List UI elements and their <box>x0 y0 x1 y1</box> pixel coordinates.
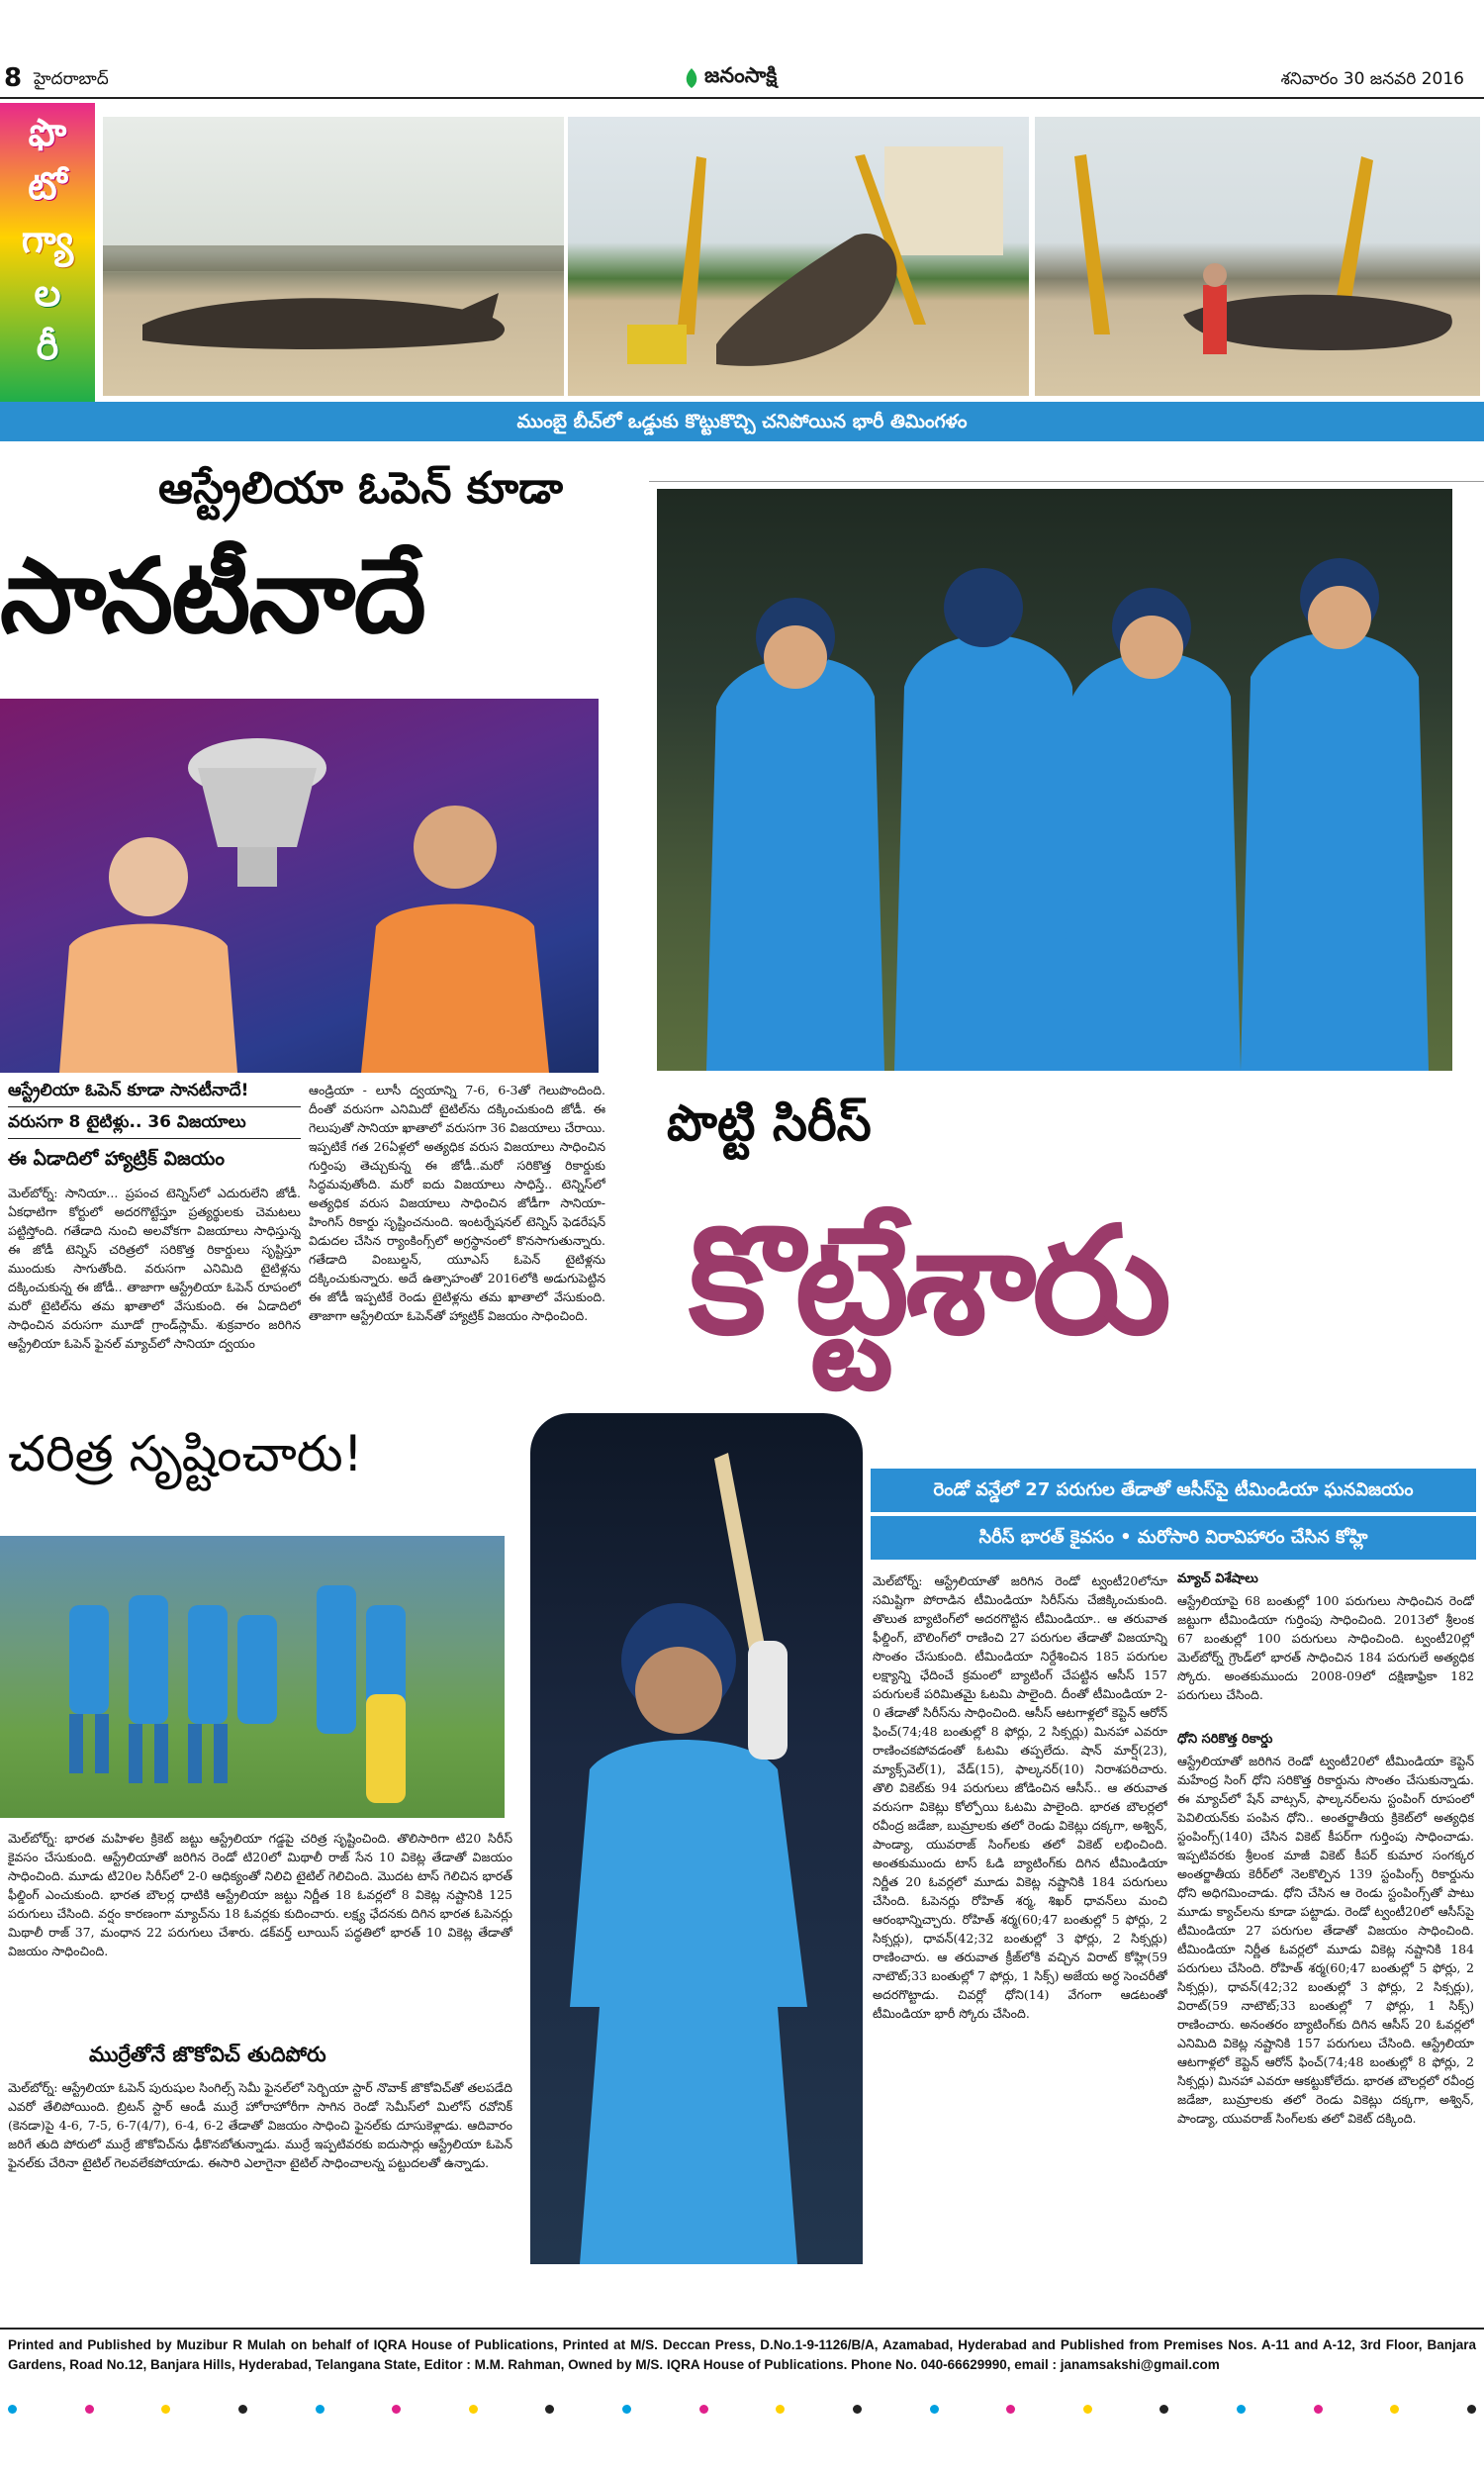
gallery-label-5: రీ <box>36 325 59 368</box>
gallery-label-4: ల <box>34 271 61 315</box>
registration-dot <box>545 2405 554 2414</box>
cricket-sub1-bar <box>871 1469 1476 1512</box>
whale-photo-1 <box>103 117 564 396</box>
city-name: హైదరాబాద్ <box>34 69 109 89</box>
gallery-label-1: ఫొ <box>28 111 67 154</box>
registration-dot <box>1159 2405 1168 2414</box>
registration-dot <box>853 2405 862 2414</box>
registration-dot <box>1390 2405 1399 2414</box>
logo-text: జనంసాక్షి <box>704 63 778 87</box>
registration-dot <box>469 2405 478 2414</box>
registration-dot <box>392 2405 401 2414</box>
women-sub-body: మెల్‌బోర్న్: ఆస్ట్రేలియా ఓపెన్ పురుషుల సింగిల్స్ సెమీ ఫైనల్‌లో సెర్బియా స్టార్ నొవాక్ జొకోవిచ్‌తో తలపడేది ఎవరో తేలిపోయింది. బ్రిటన్ స్టార్ ఆండీ ముర్రే హోరాహోరీగా సాగిన రెండో సెమీస్‌లో మిలోస్ రవోనిక్ (కెనడా)పై 4-6, 7-5, 6-7(4/7), 6-4, 6-2 తేడాతో విజయం సాధించి ఫైనల్‌కు దూసుకెళ్లాడు. ఆదివారం జరిగే తుది పోరులో ముర్రే జొకోవిచ్‌ను ఢీకొనబోతున్నాడు. ముర్రే ఇప్పటివరకు ఐదుసార్లు ఆస్ట్రేలియా ఓపెన్ ఫైనల్‌కు చేరినా టైటిల్ గెలవలేకపోయాడు. ఈసారి ఎలాగైనా టైటిల్ సాధించాలన్న పట్టుదలతో ఉన్నాడు. <box>8 2080 512 2170</box>
cricket-sub2-bar <box>871 1516 1476 1560</box>
cricket-body-col1: మెల్‌బోర్న్: ఆస్ట్రేలియాతో జరిగిన రెండో ట్వంటీ20లోనూ సమిష్టిగా పోరాడిన టీమిండియా సిరీస్‌ను చేజిక్కించుకుంది. తొలుత బ్యాటింగ్‌లో అదరగొట్టిన టీమిండియా.. ఆ తరువాత ఫీల్డింగ్, బౌలింగ్‌లో రాణించి 27 పరుగుల తేడాతో విజయాన్ని సొంతం చేసుకుంది. టీమిండియా నిర్దేశించిన 185 పరుగుల లక్ష్యాన్ని ఛేదించే క్రమంలో బ్యాటింగ్ చేపట్టిన ఆసీస్ 157 పరుగులకే పరిమితమై ఓటమి పాలైంది. దీంతో టీమిండియా 2-0 తేడాతో సిరీస్‌ను సాధించింది. ఆసీస్ ఆటగాళ్లలో కెప్టెన్ ఆరోన్ ఫించ్(74;48 బంతుల్లో 8 ఫోర్లు, 2 సిక్సర్లు) మినహా ఎవరూ రాణించకపోవడంతో ఓటమి తప్పలేదు. షాన్ మార్ష్(23), మ్యాక్స్‌వెల్(1), వేడ్(15), ఫాల్కనర్(10) నిరాశపరిచారు. తొలి వికెట్‌కు 94 పరుగులు జోడించిన ఆసీస్.. ఆ తరువాత వరుసగా వికెట్లు కోల్పోయి ఓటమి పాలైంది. భారత బౌలర్లలో రవీంద్ర జడేజా, బుమ్రాలకు తలో రెండు వికెట్లు దక్కగా, అశ్విన్, పాండ్యా, యువరాజ్ సింగ్‌లకు తలో వికెట్ లభించింది. అంతకుముందు టాస్ ఓడి బ్యాటింగ్‌కు దిగిన టీమిండియా నిర్ణీత 20 ఓవర్లలో మూడు వికెట్ల నష్టానికి 184 పరుగులు చేసింది. ఓపెనర్లు రోహిత్ శర్మ, శిఖర్ ధావన్‌లు మంచి ఆరంభాన్నిచ్చారు. రోహిత్ శర్మ(60;47 బంతుల్లో 5 ఫోర్లు, 2 సిక్సర్లు), ధావన్(42;32 బంతుల్లో 3 ఫోర్లు, 2 సిక్సర్లు) రాణించారు. ఆ తరువాత క్రీజ్‌లోకి వచ్చిన విరాట్ కోహ్లి(59 నాటౌట్;33 బంతుల్లో 7 ఫోర్లు, 1 సిక్స్) అజేయ అర్ధ సెంచరీతో అదరగొట్టాడు. చివర్లో ధోని(14) వేగంగా ఆడటంతో టీమిండియా భారీ స్కోరు చేసింది. <box>873 1573 1167 2021</box>
gallery-label-2: టో <box>28 164 67 208</box>
women-cricket-illustration <box>0 1536 505 1818</box>
women-sub: ముర్రేతోనే జొకోవిచ్ తుదిపోరు <box>89 2043 326 2066</box>
registration-dot <box>699 2405 708 2414</box>
whale-illustration-2 <box>568 117 1029 396</box>
registration-dot <box>1237 2405 1246 2414</box>
india-team-illustration <box>657 489 1452 1071</box>
registration-dot <box>8 2405 17 2414</box>
color-registration-strip <box>0 2405 1484 2415</box>
whale-illustration-1 <box>103 117 564 396</box>
registration-dot <box>1467 2405 1476 2414</box>
masthead <box>0 59 1484 101</box>
tennis-rule-2 <box>8 1138 301 1139</box>
tennis-headline: సానటీనాదే <box>0 535 424 656</box>
kohli-photo <box>530 1413 863 2264</box>
registration-dot <box>776 2405 785 2414</box>
cricket-kicker: పొట్టి సిరీస్ <box>667 1094 872 1152</box>
registration-dot <box>1314 2405 1323 2414</box>
gallery-caption-bar <box>0 402 1484 441</box>
gallery-caption: ముంబై బీచ్‌లో ఒడ్డుకు కొట్టుకొచ్చి చనిపోయిన భారీ తిమింగళం <box>516 411 968 432</box>
cricket-body-col2a: ఆస్ట్రేలియాపై 68 బంతుల్లో 100 పరుగులు సాధించిన రెండో జట్టుగా టీమిండియా గుర్తింపు సాధించింది. 2013లో శ్రీలంక 67 బంతుల్లో 100 పరుగులు సాధించింది. ట్వంటీ20ల్లో మెల్‌బోర్న్ గ్రౌండ్‌లో భారత్ సాధించిన 184 పరుగులే అత్యధిక స్కోరు. అంతకుముందు 2008-09లో దక్షిణాఫ్రికా 182 పరుగులు చేసింది. <box>1177 1593 1474 1702</box>
tennis-kicker: ఆస్ట్రేలియా ఓపెన్ కూడా <box>158 463 563 514</box>
masthead-logo <box>683 61 777 95</box>
tennis-rule-1 <box>8 1106 301 1107</box>
cricket-sub1: రెండో వన్డేలో 27 పరుగుల తేడాతో ఆసీస్‌పై టీమిండియా ఘనవిజయం <box>933 1479 1414 1500</box>
imprint: Printed and Published by Muzibur R Mulah on behalf of IQRA House of Publications, Printed at M/S. Deccan Press, D.No.1-9-1126/B/A, Azamabad, Hyderabad and Published from Premises Nos. A-11 and A-12, 3rd Floor, Banjara Gardens, Road No.12, Banjara Hills, Hyderabad, Telangana State, Editor : M.M. Rahman, Owned by M/S. IQRA House of Publications. Phone No. 040-66629990, email : janamsakshi@gmail.com <box>8 2337 1476 2372</box>
tennis-photo-caption: ఆస్ట్రేలియా ఓపెన్ కూడా సానటీనాదే! <box>8 1081 249 1100</box>
whale-illustration-3 <box>1035 117 1480 396</box>
women-headline: చరిత్ర సృష్టించారు! <box>8 1425 363 1482</box>
tennis-body-col2: ఆండ్రియా - లూసీ ద్వయాన్ని 7-6, 6-3తో గెలుపొందింది. దీంతో వరుసగా ఎనిమిదో టైటిల్‌ను దక్కించుకుంది జోడీ. ఈ గెలుపుతో సానియా ఖాతాలో వరుసగా 36 విజయాలు చేరాయి. ఇప్పటికే గత 26ఏళ్లలో అత్యధిక వరుస విజయాలు సాధించిన గుర్తింపు తెచ్చుకున్న ఈ జోడీ..మరో సరికొత్త రికార్డుకు సిద్ధమవుతోంది. మరో ఐదు విజయాలు సాధిస్తే.. టెన్నిస్‌లో అత్యధిక వరుస విజయాలు సాధించిన జోడీగా సానియా-హింగిస్ రికార్డు సృష్టించనుంది. ఇంటర్నేషనల్ టెన్నిస్ ఫెడరేషన్ విడుదల చేసిన ర్యాంకింగ్స్‌లో అగ్రస్థానంలో కొనసాగుతున్నారు. గతేడాది వింబుల్డన్, యూఎస్ ఓపెన్ టైటిళ్లను దక్కించుకున్నారు. అదే ఉత్సాహంతో 2016లోకి అడుగుపెట్టిన ఈ జోడీ ఇప్పటికే రెండు టైటిళ్లను తమ ఖాతాలో వేసుకుంది. తాజాగా ఆస్ట్రేలియా ఓపెన్‌తో హ్యాట్రిక్ విజయం సాధించింది. <box>309 1083 605 1323</box>
tennis-sub2: ఈ ఏడాదిలో హ్యాట్రిక్ విజయం <box>8 1148 225 1170</box>
issue-date: శనివారం 30 జనవరి 2016 <box>1280 69 1464 89</box>
india-team-photo <box>657 489 1452 1071</box>
women-body: మెల్‌బోర్న్: భారత మహిళల క్రికెట్ జట్టు ఆస్ట్రేలియా గడ్డపై చరిత్ర సృష్టించింది. తొలిసారిగా టి20 సిరీస్ కైవసం చేసుకుంది. ఆస్ట్రేలియాతో జరిగిన రెండో టి20లో మిథాలీ రాజ్ సేన 10 వికెట్ల తేడాతో విజయం సాధించింది. మూడు టి20ల సిరీస్‌లో 2-0 ఆధిక్యంతో నిలిచి టైటిల్ గెలిచింది. మొదట టాస్ గెలిచిన భారత్ ఫీల్డింగ్ ఎంచుకుంది. భారత బౌలర్ల ధాటికి ఆస్ట్రేలియా జట్టు నిర్ణీత 18 ఓవర్లలో 8 వికెట్ల నష్టానికి 125 పరుగులు చేసింది. వర్షం కారణంగా మ్యాచ్‌ను 18 ఓవర్లకు కుదించారు. లక్ష్య ఛేదనకు దిగిన భారత ఓపెనర్లు మిథాలీ రాజ్ 37, మంధాన 22 పరుగులు చేశారు. డక్‌వర్త్ లూయిస్ పద్ధతిలో భారత్ 10 వికెట్ల తేడాతో విజయం సాధించింది. <box>8 1831 512 1958</box>
registration-dot <box>930 2405 939 2414</box>
registration-dot <box>85 2405 94 2414</box>
gallery-label-3: గ్యా <box>21 218 74 261</box>
tennis-trophy-photo <box>0 699 599 1073</box>
tennis-illustration <box>0 699 599 1073</box>
page-number: 8 <box>4 63 23 93</box>
registration-dot <box>316 2405 325 2414</box>
registration-dot <box>238 2405 247 2414</box>
cricket-frame-top <box>649 481 1484 482</box>
cricket-sub2: సిరీస్ భారత్ కైవసం • మరోసారి విరావిహారం చేసిన కోహ్లి <box>978 1527 1368 1548</box>
registration-dot <box>1083 2405 1092 2414</box>
tennis-sub1: వరుసగా 8 టైటిళ్లు.. 36 విజయాలు <box>8 1112 246 1132</box>
leaf-logo-icon <box>683 67 700 89</box>
women-cricket-photo <box>0 1536 505 1818</box>
registration-dot <box>1006 2405 1015 2414</box>
footer-rule <box>0 2328 1484 2330</box>
cricket-body-col2b: ఆస్ట్రేలియాతో జరిగిన రెండో ట్వంటీ20లో టీమిండియా కెప్టెన్ మహేంద్ర సింగ్ ధోని సరికొత్త రికార్డును సొంతం చేసుకున్నాడు. ఈ మ్యాచ్‌లో షేన్ వాట్సన్, ఫాల్కనర్‌లను స్టంపింగ్ రూపంలో పెవిలియన్‌కు పంపిన ధోని.. అంతర్జాతీయ క్రికెట్‌లో అత్యధిక స్టంపింగ్స్(140) చేసిన వికెట్ కీపర్‌గా గుర్తింపు సాధించాడు. ఇప్పటివరకు శ్రీలంక మాజీ వికెట్ కీపర్ కుమార సంగక్కర అంతర్జాతీయ కెరీర్‌లో నెలకొల్పిన 139 స్టంపింగ్స్ రికార్డును ధోని అధిగమించాడు. ధోని చేసిన ఆ రెండు స్టంపింగ్స్‌తో పాటు మూడు క్యాచ్‌లను కూడా పట్టాడు. రెండో ట్వంటీ20లో ఆసీస్‌పై టీమిండియా 27 పరుగుల తేడాతో విజయం సాధించింది. టీమిండియా నిర్ణీత ఓవర్లలో మూడు వికెట్ల నష్టానికి 184 పరుగులు చేసింది. రోహిత్ శర్మ(60;47 బంతుల్లో 5 ఫోర్లు, 2 సిక్సర్లు), ధావన్(42;32 బంతుల్లో 3 ఫోర్లు, 2 సిక్సర్లు), విరాట్(59 నాటౌట్;33 బంతుల్లో 7 ఫోర్లు, 1 సిక్స్) రాణించారు. అనంతరం బ్యాటింగ్‌కు దిగిన ఆసీస్ 20 ఓవర్లలో ఎనిమిది వికెట్ల నష్టానికి 157 పరుగులు చేసింది. ఆస్ట్రేలియా ఆటగాళ్లలో కెప్టెన్ ఆరోన్ ఫించ్(74;48 బంతుల్లో 8 ఫోర్లు, 2 సిక్సర్లు) మినహా ఎవరూ ఆకట్టుకోలేదు. భారత బౌలర్లలో రవీంద్ర జడేజా, బుమ్రాలకు తలో రెండు వికెట్లు దక్కగా, అశ్విన్, పాండ్యా, యువరాజ్ సింగ్‌లకు తలో వికెట్ దక్కింది. <box>1177 1754 1474 2126</box>
masthead-rule <box>0 97 1484 99</box>
cricket-col2-head1: మ్యాచ్ విశేషాలు <box>1177 1571 1258 1586</box>
whale-photo-2 <box>568 117 1029 396</box>
whale-photo-3 <box>1035 117 1480 396</box>
registration-dot <box>622 2405 631 2414</box>
cricket-headline: కొట్టేశారు <box>689 1195 1168 1368</box>
photo-gallery-label <box>0 103 95 402</box>
kohli-illustration <box>530 1413 863 2264</box>
cricket-col2-head2: ధోని సరికొత్త రికార్డు <box>1177 1732 1273 1747</box>
registration-dot <box>161 2405 170 2414</box>
tennis-body-col1: మెల్‌బోర్న్: సానియా... ప్రపంచ టెన్నిస్‌లో ఎదురులేని జోడీ. ఏకధాటిగా కోర్టులో అదరగొట్టేస్తూ ప్రత్యర్థులకు చెమటలు పట్టిస్తోంది. గతేడాది నుంచి అలవోకగా విజయాలు సాధిస్తున్న ఈ జోడీ టెన్నిస్ చరిత్రలో సరికొత్త రికార్డులు సృష్టిస్తూ ముందుకు సాగుతోంది. వరుసగా ఎనిమిది టైటిళ్లను దక్కించుకున్న ఈ జోడీ.. తాజాగా ఆస్ట్రేలియా ఓపెన్ రూపంలో మరో టైటిల్‌ను తమ ఖాతాలో వేసుకుంది. ఈ ఏడాదిలో సాధించిన వరుసగా మూడో గ్రాండ్‌స్లామ్. శుక్రవారం జరిగిన ఆస్ట్రేలియా ఓపెన్ ఫైనల్ మ్యాచ్‌లో సానియా ద్వయం <box>8 1186 301 1351</box>
